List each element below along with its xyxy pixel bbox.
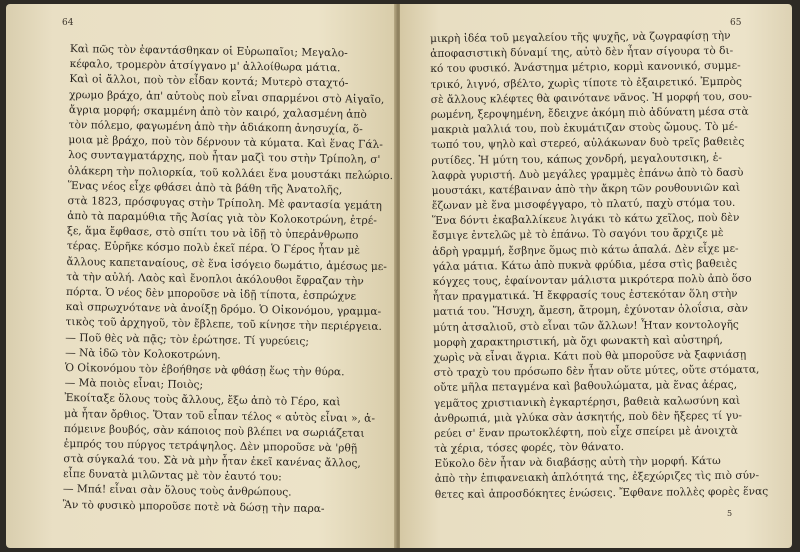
text-line: — Μὰ ποιὸς εἶναι; Ποιὸς;	[64, 377, 204, 392]
text-line: τὰ χέρια, τόσες φορές, τὸν θάνατο.	[434, 441, 625, 456]
text-line: — Ποῦ θὲς νὰ πᾷς; τὸν ἐρώτησε. Τί γυρεύεις;	[65, 331, 310, 348]
text-line: χρωμο βράχο, ἀπ' αὐτοὺς ποὺ εἶναι σπαρμένοι στὸ Αἰγαῖο,	[69, 88, 385, 106]
text-line: Εὔκολο δὲν ἦταν νὰ διαβάσῃς αὐτὴ τὴν μορφή. Κάτω	[434, 455, 721, 471]
text-line: Ἂν τὸ φυσικὸ μποροῦσε ποτὲ νὰ δώσῃ τὴν παρα-	[62, 498, 325, 515]
text-line: τὸν πόλεμο, φαγωμένη ἀπὸ τὴν ἀδιάκοπη ἀνησυχία, ὅ-	[68, 118, 363, 136]
text-line: μορφὴ χαρακτηριστική, μὰ ὄχι φωνακτὴ καὶ αὐστηρή,	[433, 333, 723, 349]
text-line: Καὶ πῶς τὸν ἐφαντάσθηκαν οἱ Εὐρωπαῖοι; Μεγαλο-	[69, 42, 348, 60]
text-line: σὲ ἄλλους κλέφτες θὰ φαινότανε νᾶνος. Ἡ μορφή του, σου-	[430, 90, 753, 106]
text-line: κό του φυσικό. Ἀνάστημα μέτριο, κορμὶ κανονικό, συμμε-	[430, 60, 741, 76]
text-line: — Νὰ ἰδῶ τὸν Κολοκοτρώνη.	[65, 346, 221, 362]
text-line: τικὸς τοῦ ἀρχηγοῦ, τὸν ἔβλεπε, τοῦ κίνησε τὴν περιέργεια.	[65, 316, 383, 334]
text-line: ἔσμιγε ἐντελῶς μὲ τὸ ἐπάνω. Τὸ σαγόνι του ἄρχιζε μὲ	[432, 227, 724, 243]
text-line: τὰ τὴν αὐλή. Λαὸς καὶ ἔνοπλοι ἀκόλουθοι ἔφραζαν τὴν	[66, 270, 364, 288]
left-page	[6, 4, 396, 548]
text-line: λαφρὰ γυριστή. Δυὸ μεγάλες γραμμὲς ἐπάνω ἀπὸ τὸ δασὺ	[431, 166, 744, 182]
text-line: ἦταν πραγματικά. Ἡ ἔκφρασίς τους ἐστεκόταν ὅλη στὴν	[432, 287, 738, 304]
text-line: ρεύει σ' ἕναν πρωτοκλέφτη, ποὺ εἶχε σπείρει μὲ ἀνοιχτὰ	[434, 424, 738, 440]
text-line: ἔζωναν μὲ ἕνα μισοφέγγαρο, τὸ πλατύ, παχὺ στόμα του.	[431, 196, 736, 213]
text-line: Ἐκοίταξε ὅλους τοὺς ἄλλους, ἔξω ἀπὸ τὸ Γέρο, καὶ	[64, 392, 341, 409]
text-line: μακριὰ μαλλιά του, ποὺ ἐκυμάτιζαν στοὺς ὤμους. Τὸ μέ-	[430, 120, 738, 137]
text-line: γάλα μάτια. Κάτω ἀπὸ πυκνὰ φρύδια, μέσα στὶς βαθειὲς	[432, 257, 738, 273]
text-line: πόρτα. Ὁ νέος δὲν μποροῦσε νὰ ἰδῇ τίποτα, ἐσπρώχνε	[65, 285, 357, 303]
text-line: χωρὶς νὰ εἶναι ἄγρια. Κάτι ποὺ θὰ μποροῦσε νὰ ξαφνιάσῃ	[433, 348, 747, 364]
text-line: λος συνταγματάρχης, ποὺ ἦταν μαζὶ του στὴν Τρίπολη, σ'	[68, 149, 381, 167]
text-line: Ἕνας νέος εἶχε φθάσει ἀπὸ τὰ βάθη τῆς Ἀνατολῆς,	[67, 179, 343, 196]
text-line: τρικό, λιγνό, σβέλτο, χωρὶς τίποτε τὸ ἐξαιρετικό. Ἐμπρὸς	[430, 75, 743, 91]
text-line: ἀποφασιστικὴ δύναμί της, αὐτὸ δὲν ἦταν σίγουρα τὸ δι-	[430, 45, 734, 61]
text-line: ἐμπρός του πύργος τετράψηλος. Δὲν μποροῦσε νὰ 'ρθῇ	[63, 437, 358, 455]
text-line: ἀδρὴ γραμμή, ἔσβηνε ὅμως πιὸ κάτω ἁπαλά. Δὲν εἶχε με-	[432, 242, 739, 258]
text-line: ἀνθρωπιά, μιὰ γλύκα σὰν ἀσκητής, ποὺ δὲν ἤξερες τί γυ-	[433, 409, 743, 425]
text-line: καὶ σπρωχνότανε νὰ ἀνοίξῃ δρόμο. Ὁ Οἰκονόμου, γραμμα-	[65, 301, 382, 319]
text-line: ὁλάκερη τὴν πολιορκία, τοῦ κολλάει ἕνα μουστάκι πελώριο.	[67, 164, 394, 182]
text-line: τωπό του, ψηλὸ καὶ στερεό, αὐλάκωναν δυὸ τρεῖς βαθειὲς	[431, 136, 745, 152]
signature-mark: 5	[727, 509, 733, 518]
text-line: μουστάκι, κατέβαιναν ἀπὸ τὴν ἄκρη τῶν ρουθουνιῶν καὶ	[431, 181, 741, 197]
text-line: ξε, ἅμα ἔφθασε, στὸ σπίτι του νὰ ἰδῇ τὸ ὑπερἀνθρωπο	[66, 225, 359, 242]
page-number-right: 65	[730, 18, 742, 28]
text-line: ρυτίδες. Ἡ μύτη του, κάπως χονδρή, μεγαλουτσικη, ἐ-	[431, 151, 723, 167]
right-page	[400, 4, 792, 548]
text-line: ἄλλους καπεταναίους, σὲ ἕνα ἰσόγειο δωμάτιο, ἀμέσως με-	[66, 255, 388, 273]
text-line: κέφαλο, τρομερὸν ἀτσίγγανο μ' ἀλλοίθωρα μάτια.	[69, 58, 341, 75]
text-line: στὰ σύγκαλά του. Σὰ νὰ μὴν ἦταν ἐκεῖ κανένας ἄλλος,	[63, 453, 361, 470]
text-line: οὔτε μῆλα πεταγμένα καὶ βαθουλώματα, μὰ ἕνας ἀέρας,	[433, 379, 738, 395]
text-line: γεμᾶτος χριστιανικὴ ἐγκαρτέρησι, βαθειὰ καλωσύνη καὶ	[433, 394, 741, 410]
text-line: Καὶ οἱ ἄλλοι, ποὺ τὸν εἶδαν κοντά; Μυτερὸ σταχτό-	[69, 73, 349, 90]
text-line: Ἕνα δόντι ἐκαβαλλίκευε λιγάκι τὸ κάτω χεῖλος, ποὺ δὲν	[431, 212, 740, 228]
text-line: μικρὴ ἰδέα τοῦ μεγαλείου τῆς ψυχῆς, νὰ ζωγραφίσῃ τὴν	[430, 29, 731, 45]
text-line: ἄγρια μορφή; σκαμμένη ἀπὸ τὸν καιρό, χαλασμένη ἀπὸ	[68, 103, 367, 121]
text-line: στὰ 1823, πρόσφυγας στὴν Τρίπολη. Μὲ φαντασία γεμάτη	[67, 194, 383, 212]
text-line: στὸ τραχὺ του πρόσωπο δὲν ἦταν οὔτε μύτες, οὔτε στόματα,	[433, 363, 760, 380]
left-page-text	[62, 42, 394, 517]
text-line: πόμεινε βουβός, σὰν κάποιος ποὺ βλέπει να σωριάζεται	[63, 422, 365, 440]
text-line: μὰ ἦταν ὄρθιος. Ὅταν τοῦ εἶπαν τέλος « αὐτὸς εἶναι », ἀ-	[64, 407, 376, 425]
text-line: θετες καὶ ἀπροσδόκητες ἑνώσεις. Ἔφθανε πολλὲς φορὲς ἕνας	[434, 485, 769, 501]
text-line: — Μπά! εἶναι σὰν ὅλους τοὺς ἀνθρώπους.	[62, 483, 292, 499]
text-line: ἀπὸ τὰ παραμύθια τῆς Ἀσίας γιὰ τὸν Κολοκοτρώνη, ἐτρέ-	[67, 210, 377, 227]
text-line: ρωμένη, ξεροψημένη, ἔδειχνε ἀκόμη πιὸ ἀδύνατη μέσα στὰ	[430, 105, 749, 121]
page-number-left: 64	[62, 18, 74, 28]
text-line: μοια μὲ βράχο, ποὺ τὸν δέρνουν τὰ κύματα. Καὶ ἕνας Γάλ-	[68, 134, 383, 152]
text-line: τέρας. Εὑρῆκε κόσμο πολὺ ἐκεῖ πέρα. Ὁ Γέρος ἦταν μὲ	[66, 240, 361, 258]
text-line: ἀπὸ τὴν ἐπιφανειακὴ ἁπλότητά της, ἐξεχώριζες τὶς πιὸ σύν-	[434, 470, 760, 486]
text-line: ματιά του. Ἥσυχη, ἄμεση, ἄτρομη, ἐχύνοταν ὁλοΐσια, σὰν	[432, 303, 749, 319]
text-line: εἶπε δυνατὰ μιλῶντας μὲ τὸν ἑαυτό του:	[63, 468, 282, 484]
text-line: μύτη ἀτσαλιοῦ, στὸ εἶναι τῶν ἄλλων! Ἦταν κοντολογῆς	[433, 318, 739, 334]
text-line: Ὁ Οἰκονόμου τὸν ἐβοήθησε νὰ φθάσῃ ἕως τὴν θύρα.	[64, 361, 345, 379]
right-page-text	[430, 29, 769, 503]
text-line: κόγχες τους, ἐφαίνονταν μάλιστα μικρότερα πολὺ ἀπὸ ὅσο	[432, 272, 752, 288]
